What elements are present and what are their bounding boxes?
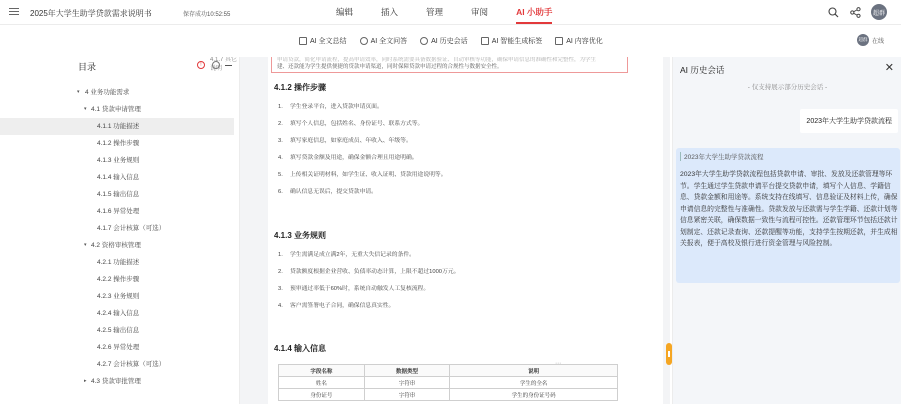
outline-item-label: 4.2.2 操作步骤	[97, 276, 140, 283]
ai-history-button[interactable]	[420, 36, 468, 46]
highlight-line-2: 建、还款能为学生提供便捷的贷款申请渠道，同时保障贷款申请过程的合规性与数据安全性。	[277, 64, 503, 70]
list-item[interactable]	[278, 150, 447, 167]
outline-item[interactable]	[0, 186, 240, 203]
history-clock-icon[interactable]	[212, 61, 220, 69]
outline-item[interactable]	[0, 101, 240, 118]
outline-item[interactable]	[0, 220, 240, 237]
top-icons	[819, 4, 887, 20]
outline-item[interactable]	[0, 254, 240, 271]
ai-answer-card[interactable]	[676, 148, 900, 283]
list-item[interactable]	[278, 184, 447, 201]
outline-item[interactable]	[0, 135, 240, 152]
save-status: 保存成功10:52:55	[183, 12, 231, 18]
ai-qa-button[interactable]	[360, 36, 408, 46]
ai-tag-label: AI 智能生成标签	[491, 38, 543, 45]
list-item[interactable]	[278, 133, 447, 150]
tab-edit[interactable]: 编辑	[336, 7, 354, 17]
outline-item[interactable]	[0, 169, 240, 186]
heading-operation-steps: 4.1.2 操作步骤	[274, 83, 327, 92]
steps-list	[278, 99, 447, 201]
ai-tag-button[interactable]	[481, 36, 543, 46]
table-header-row	[279, 365, 618, 377]
online-users[interactable]	[857, 34, 884, 46]
list-number: 4.	[278, 155, 283, 161]
outline-item-label: 4.1.6 异常处理	[97, 208, 140, 215]
ai-panel-header	[673, 57, 901, 79]
list-item[interactable]	[278, 167, 447, 184]
table-cell[interactable]: 身份证号	[279, 389, 365, 401]
answer-text: 2023年大学生助学贷款流程包括贷款申请、审批、发放及还款管理等环节。学生通过学生贷款申请平台提交贷款申请，填写个人信息、学籍信息、贷款金额和用途等。系统支持在线填写、信息验证及材料上传，确保申请信息的完整性与准确性。贷款发放与还款需与学生学籍、还款计划等信息紧密关联，确保数据一致性与流程可控性。还款管理环节包括还款计划制定、还款记录查询、还款提醒等功能，支持学生按期还款，并生成相关报表，便于高校及银行进行资金管理与风险控制。	[680, 171, 898, 247]
online-avatar: 超群	[857, 34, 869, 46]
user-question-bubble[interactable]: 2023年大学生助学贷款流程	[800, 109, 898, 133]
tab-manage[interactable]: 管理	[426, 7, 444, 17]
outline-item-label: 4.2.7 会计核算（可选）	[97, 361, 166, 368]
heading-business-rules: 4.1.3 业务规则	[274, 231, 327, 240]
tab-insert[interactable]: 插入	[381, 7, 399, 17]
caret-right-icon[interactable]: ▸	[84, 378, 87, 384]
document-page[interactable]	[268, 57, 663, 404]
column-header: 说明	[450, 365, 618, 377]
outline-item[interactable]	[0, 84, 240, 101]
tab-review[interactable]: 审阅	[471, 7, 489, 17]
close-icon[interactable]: ✕	[884, 62, 894, 74]
list-number: 4.	[278, 303, 283, 309]
outline-item-label: 4.1.1 功能描述	[97, 123, 140, 130]
outline-item[interactable]	[0, 356, 240, 373]
outline-item-label: 4.2 资格审核管理	[91, 242, 141, 249]
outline-cut-text: 4.1.7 其它说明	[210, 57, 238, 72]
list-item[interactable]	[278, 116, 447, 133]
tab-ai-assistant[interactable]: AI 小助手	[516, 7, 553, 17]
list-number: 2.	[278, 269, 283, 275]
ai-summary-label: AI 全文总结	[310, 38, 347, 45]
list-number: 3.	[278, 138, 283, 144]
ai-optimize-label: AI 内容优化	[566, 38, 603, 45]
list-number: 5.	[278, 172, 283, 178]
answer-title: 2023年大学生助学贷款流程	[680, 152, 763, 161]
outline-item	[0, 74, 240, 84]
heading-input-info: 4.1.4 输入信息	[274, 344, 327, 353]
ai-summary-button[interactable]	[299, 36, 347, 46]
info-icon[interactable]: !	[197, 61, 205, 69]
list-item-text: 填写个人信息，包括姓名、身份证号、联系方式等。	[290, 121, 424, 127]
ai-toolbar	[0, 25, 901, 57]
highlight-text	[277, 57, 627, 71]
list-item-text: 学生登录平台，进入贷款申请页面。	[290, 104, 383, 110]
ai-qa-label: AI 全文问答	[370, 38, 408, 45]
list-item[interactable]	[278, 298, 459, 315]
highlight-line-1: 申请贷款，简化申请流程，提高申请效率，同时系统需要具备数据验证、自动审核等功能，确保申请信息的准确性和完整性，为学生	[277, 57, 597, 63]
table-row	[279, 377, 618, 389]
online-label: 在线	[871, 38, 884, 45]
clock-icon	[420, 37, 428, 45]
table-cell[interactable]: 字符串	[364, 377, 450, 389]
input-info-table	[278, 364, 618, 401]
list-item[interactable]	[278, 99, 447, 116]
outline-item-label: 4.2.3 业务规则	[97, 293, 140, 300]
ai-optimize-button[interactable]	[555, 36, 603, 46]
outline-item[interactable]	[0, 203, 240, 220]
outline-item[interactable]	[0, 118, 234, 135]
outline-item-label: 4.2.1 功能描述	[97, 259, 140, 266]
outline-item-label: 4.1.4 输入信息	[97, 174, 140, 181]
search-icon[interactable]	[825, 4, 841, 20]
outline-item-label: 4 业务功能需求	[85, 89, 130, 96]
document-title[interactable]: 2025年大学生助学贷款需求说明书	[30, 9, 152, 18]
outline-item[interactable]	[0, 271, 240, 288]
share-icon[interactable]	[847, 4, 863, 20]
qa-icon	[360, 37, 368, 45]
outline-item-label: 4.2.6 异常处理	[97, 344, 140, 351]
outline-item[interactable]	[0, 322, 240, 339]
summary-icon	[299, 37, 307, 45]
list-item-text: 客户需签署电子合同，确保信息真实性。	[290, 303, 395, 309]
table-cell[interactable]: 字符串	[364, 389, 450, 401]
list-item-text: 填写贷款金额及用途，确保金额合理且用途明确。	[290, 155, 418, 161]
outline-title: 目录	[78, 62, 97, 72]
collapse-icon[interactable]	[225, 65, 232, 66]
list-item-text: 上传相关证明材料，如学生证、收入证明、贷款用途说明等。	[290, 172, 447, 178]
document-area	[240, 57, 670, 404]
outline-item[interactable]	[0, 373, 240, 390]
caret-down-icon[interactable]: ▾	[84, 242, 87, 248]
optimize-icon	[555, 37, 563, 45]
table-row	[279, 389, 618, 401]
list-item-text: 确认信息无误后，提交贷款申请。	[290, 189, 377, 195]
caret-down-icon[interactable]: ▾	[84, 106, 87, 112]
list-item[interactable]	[278, 281, 459, 298]
outline-item[interactable]	[0, 305, 240, 322]
outline-list	[0, 74, 240, 390]
table-cell[interactable]: 学生的身份证号码	[450, 389, 618, 401]
user-avatar[interactable]: 超群	[871, 4, 887, 20]
ai-panel-body	[673, 79, 901, 404]
outline-panel	[0, 57, 240, 404]
rules-list	[278, 247, 459, 315]
table-cell[interactable]: 学生的全名	[450, 377, 618, 389]
table-cell[interactable]: 姓名	[279, 377, 365, 389]
list-number: 6.	[278, 189, 283, 195]
list-number: 1.	[278, 104, 283, 110]
list-item[interactable]	[278, 264, 459, 281]
outline-item-label: 4.1 贷款申请管理	[91, 106, 141, 113]
top-bar	[0, 0, 901, 25]
list-item-text: 填写家庭信息，如家庭成员、年收入、年级等。	[290, 138, 412, 144]
outline-item-label: 4.2.4 输入信息	[97, 310, 140, 317]
list-item-text: 贷款额度根据企业营收、负债率动态计算，上限不超过1000万元。	[290, 269, 460, 275]
list-item[interactable]	[278, 247, 459, 264]
outline-item[interactable]	[0, 288, 240, 305]
ai-history-label: AI 历史会话	[431, 38, 468, 45]
outline-item-label: 4.3 贷款审批管理	[91, 378, 141, 385]
column-header: 字段名称	[279, 365, 365, 377]
outline-item-label: 4.2.5 输出信息	[97, 327, 140, 334]
outline-item-label: 4.1.5 输出信息	[97, 191, 140, 198]
menu-icon[interactable]	[9, 8, 19, 16]
outline-item-label: 4.1.2 操作步骤	[97, 140, 140, 147]
caret-down-icon[interactable]: ▾	[77, 89, 80, 95]
ai-panel-title: AI 历史会话	[680, 65, 725, 75]
outline-item[interactable]	[0, 237, 240, 254]
outline-item-label: 4.1.3 业务规则	[97, 157, 140, 164]
ai-history-panel	[672, 57, 901, 404]
column-header: 数据类型	[364, 365, 450, 377]
outline-item[interactable]	[0, 339, 240, 356]
menu-tabs	[336, 6, 580, 18]
list-item-text: 学生需满足成立满2年，无重大失信记录的条件。	[290, 252, 415, 258]
outline-item-label: 4.1.7 会计核算（可选）	[97, 225, 166, 232]
list-number: 1.	[278, 252, 283, 258]
highlighted-paragraph[interactable]	[271, 57, 628, 73]
list-item-text: 预审通过率低于60%时，系统自动触发人工复核流程。	[290, 286, 430, 292]
list-number: 2.	[278, 121, 283, 127]
tag-icon	[481, 37, 489, 45]
history-note: - 仅支持展示部分历史会话 -	[747, 84, 828, 91]
list-number: 3.	[278, 286, 283, 292]
outline-item[interactable]	[0, 152, 240, 169]
